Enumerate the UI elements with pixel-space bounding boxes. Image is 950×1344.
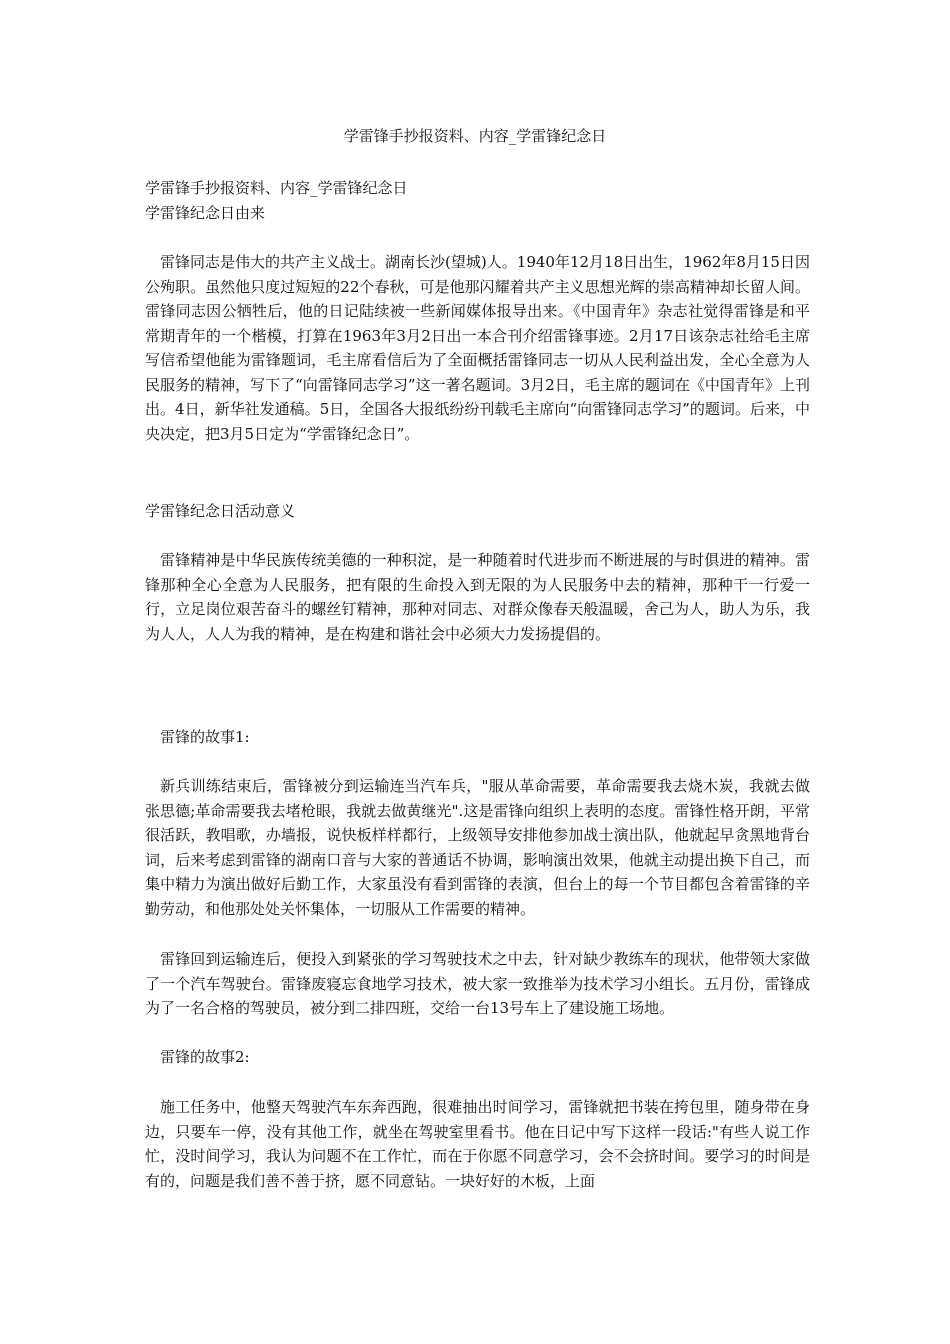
- story-paragraph-1a: 新兵训练结束后，雷锋被分到运输连当汽车兵，"服从革命需要，革命需要我去烧木炭，我就去做张思德;革命需要我去堵枪眼，我就去做黄继光".这是雷锋向组织上表明的态度。雷锋性格开朗，平常很活跃，教唱歌，办墙报，说快板样样都行，上级领导安排他参加战士演出队，他就起早贪黑地背台词，后来考虑到雷锋的湖南口音与大家的普通话不协调，影响演出效果，他就主动提出换下自己，而集中精力为演出做好后勤工作，大家虽没有看到雷锋的表演，但台上的每一个节目都包含着雷锋的辛勤劳动，和他那处处关怀集体，一切服从工作需要的精神。: [145, 777, 810, 918]
- story-heading-2: 雷锋的故事2:: [160, 1048, 250, 1066]
- section-paragraph-meaning: 雷锋精神是中华民族传统美德的一种积淀，是一种随着时代进步而不断进展的与时俱进的精神。雷锋那种全心全意为人民服务，把有限的生命投入到无限的为人民服务中去的精神，那种干一行爱一行，立足岗位艰苦奋斗的螺丝钉精神，那种对同志、对群众像春天般温暖，舍己为人，助人为乐，我为人人，人人为我的精神，是在构建和谐社会中必须大力发扬提倡的。: [145, 551, 810, 643]
- story-heading-1: 雷锋的故事1:: [160, 728, 250, 746]
- document-title: 学雷锋手抄报资料、内容_学雷锋纪念日: [343, 127, 607, 145]
- story-paragraph-2a: 施工任务中，他整天驾驶汽车东奔西跑，很难抽出时间学习，雷锋就把书装在挎包里，随身带在身边，只要车一停，没有其他工作，就坐在驾驶室里看书。他在日记中写下这样一段话:"有些人说工作忙，没时间学习，我认为问题不在工作忙，而在于你愿不同意学习，会不会挤时间。要学习的时间是有的，问题是我们善不善于挤，愿不同意钻。一块好好的木板，上面: [145, 1098, 810, 1190]
- section-heading-meaning: 学雷锋纪念日活动意义: [145, 502, 296, 520]
- section-paragraph-origin: 雷锋同志是伟大的共产主义战士。湖南长沙(望城)人。1940年12月18日出生，1962年8月15日因公殉职。虽然他只度过短短的22个春秋，可是他那闪耀着共产主义思想光辉的崇高精神却长留人间。雷锋同志因公牺牲后，他的日记陆续被一些新闻媒体报导出来。《中国青年》杂志社觉得雷锋是和平常期青年的一个楷模，打算在1963年3月2日出一本合刊介绍雷锋事迹。2月17日该杂志社给毛主席写信希望他能为雷锋题词，毛主席看信后为了全面概括雷锋同志一切从人民利益出发，全心全意为人民服务的精神，写下了“向雷锋同志学习”这一著名题词。3月2日，毛主席的题词在《中国青年》上刊出。4日，新华社发通稿。5日，全国各大报纸纷纷刊载毛主席向“向雷锋同志学习”的题词。后来，中央决定，把3月5日定为“学雷锋纪念日”。: [145, 253, 810, 443]
- story-paragraph-1b: 雷锋回到运输连后，便投入到紧张的学习驾驶技术之中去，针对缺少教练车的现状，他带领大家做了一个汽车驾驶台。雷锋废寝忘食地学习技术，被大家一致推举为技术学习小组长。五月份，雷锋成为了一名合格的驾驶员，被分到二排四班，交给一台13号车上了建设施工场地。: [145, 950, 810, 1017]
- section-heading-origin: 学雷锋纪念日由来: [145, 204, 266, 222]
- document-subtitle: 学雷锋手抄报资料、内容_学雷锋纪念日: [145, 179, 408, 197]
